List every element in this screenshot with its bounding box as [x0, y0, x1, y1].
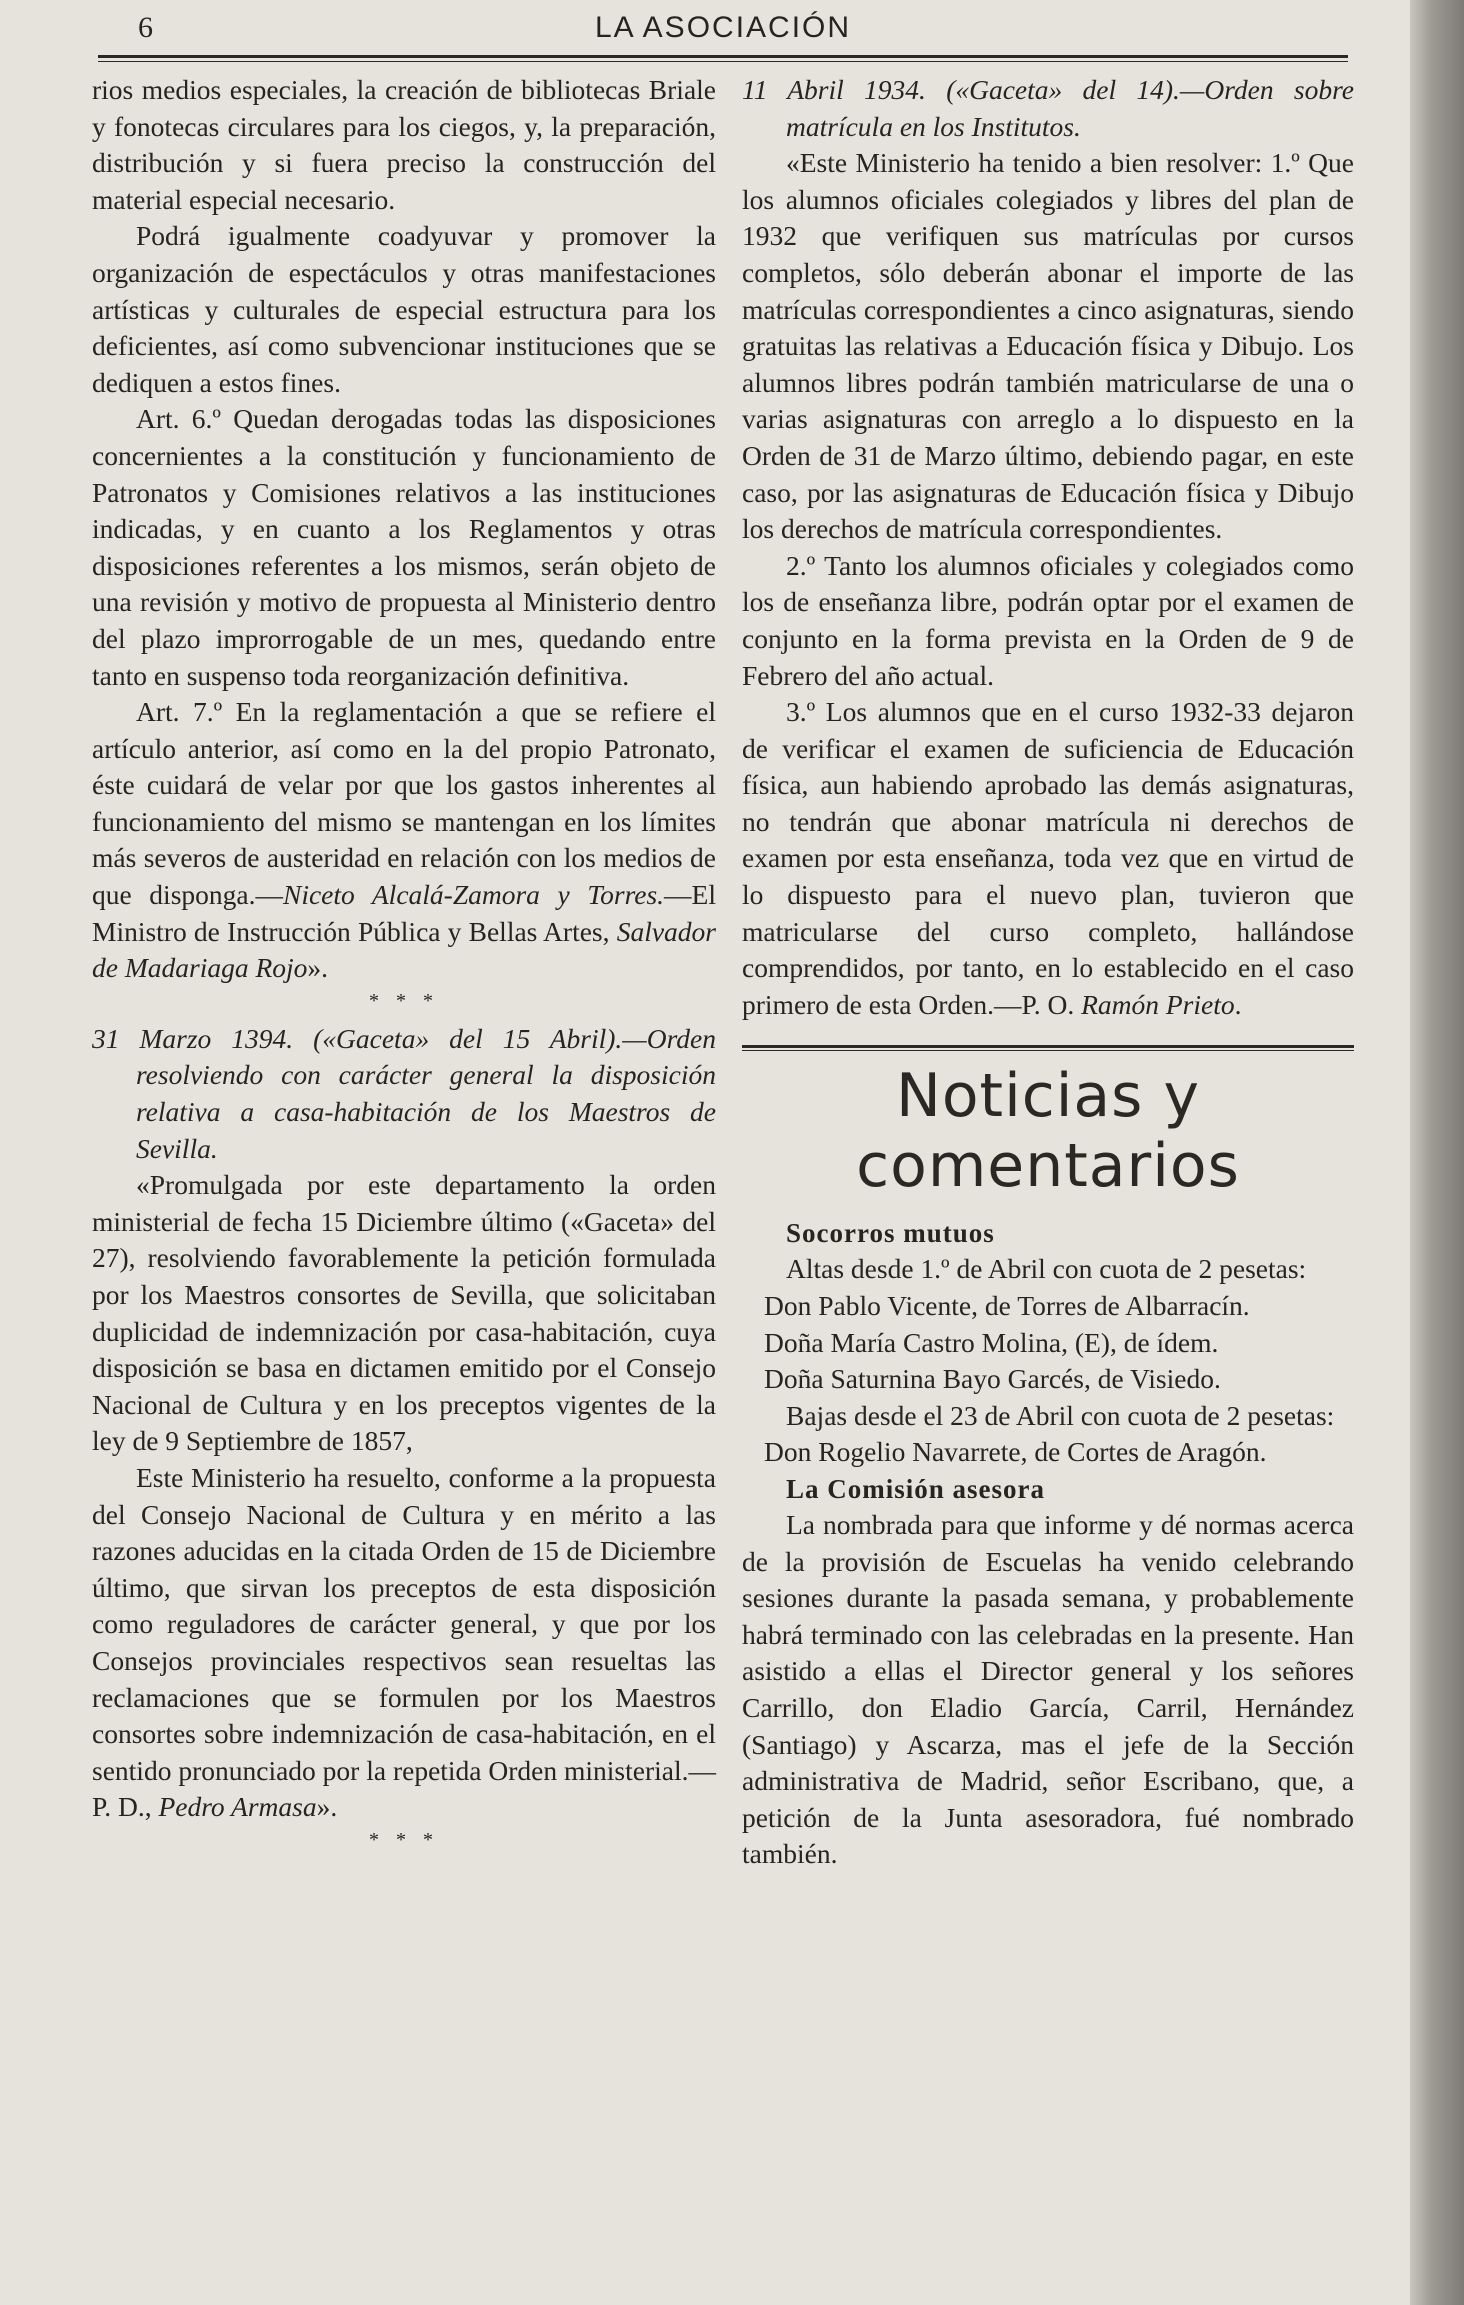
- signature-prieto: Ramón Prieto: [1081, 988, 1235, 1020]
- left-column: [92, 72, 716, 1860]
- comision-text: La nombrada para que informe y dé normas acerca de la provisión de Escuelas ha venido celebrando sesiones durante la pasada semana, y probablemente habrá terminado con las celebradas en la presente. Han asistido a ellas el Director general y los señores Carrillo, don Eladio García, Carril, Hernández (Santiago) y Ascarza, mas el jefe de la Sección administrativa de Madrid, señor Escribano, que, a petición de la Junta asesoradora, fué nombrado también.: [742, 1509, 1354, 1870]
- order-sevilla-paragraph-1: «Promulgada por este departamento la orden ministerial de fecha 15 Diciembre último («Gaceta» del 27), resolviendo favorablemente la petición formulada por los Maestros consortes de Sevilla, que solicitaban duplicidad de indemnización por casa-habitación, cuya disposición se basa en dictamen emitido por el Consejo Nacional de Cultura y en los preceptos vigentes de la ley de 9 Septiembre de 1857,: [92, 1169, 716, 1457]
- altas-list: [742, 1288, 1354, 1398]
- matricula-paragraph-3: [742, 694, 1354, 1023]
- list-item: Don Pablo Vicente, de Torres de Albarracín.: [764, 1290, 1250, 1322]
- right-column: [742, 72, 1354, 1873]
- section-rule: [742, 1045, 1354, 1048]
- order-sevilla-paragraph-2: [92, 1460, 716, 1826]
- section-separator-stars: * * *: [369, 989, 439, 1012]
- order-heading-matricula: 11 Abril 1934. («Gaceta» del 14).—Orden sobre matrícula en los Institutos.: [742, 74, 1354, 142]
- left-paragraph-1: rios medios especiales, la creación de bibliotecas Briale y fonotecas circulares para los ciegos, y, la preparación, distribución y si fuera preciso la construcción del material especial necesario.: [92, 74, 716, 215]
- page-number: 6: [138, 11, 153, 44]
- header-rule: [98, 55, 1348, 58]
- page-header: [98, 6, 1348, 50]
- matricula-paragraph-2: 2.º Tanto los alumnos oficiales y colegiados como los de enseñanza libre, podrán optar por el examen de conjunto en la forma prevista en la Orden de 9 de Febrero del año actual.: [742, 549, 1354, 691]
- section-title: Noticias y comentarios: [856, 1061, 1240, 1202]
- order-sevilla-close: ».: [316, 1791, 338, 1823]
- page-edge: [1410, 0, 1464, 2305]
- article-7-close: ».: [307, 952, 329, 984]
- altas-line: Altas desde 1.º de Abril con cuota de 2 pesetas:: [786, 1253, 1307, 1285]
- section-separator-stars-end: * * *: [369, 1828, 439, 1851]
- article-7-minister: —El Ministro de Instrucción Pública y Bellas Artes,: [92, 879, 716, 947]
- list-item: Doña María Castro Molina, (E), de ídem.: [764, 1326, 1219, 1358]
- matricula-paragraph-1: «Este Ministerio ha tenido a bien resolver: 1.º Que los alumnos oficiales colegiados y libres del plan de 1932 que verifiquen sus matrículas por cursos completos, sólo deberán abonar el importe de las matrículas correspondientes a cinco asignaturas, siendo gratuitas las relativas a Educación física y Dibujo. Los alumnos libres podrán también matricularse de una o varias asignaturas con arreglo a lo dispuesto en la Orden de 31 de Marzo último, debiendo pagar, en este caso, por las asignaturas de Educación física y Dibujo los derechos de matrícula correspondientes.: [742, 147, 1354, 545]
- socorros-heading: Socorros mutuos: [786, 1218, 995, 1249]
- article-7-text: Art. 7.º En la reglamentación a que se refiere el artículo anterior, así como en la del propio Patronato, éste cuidará de velar por que los gastos inherentes al funcionamiento del mismo se mantengan en los límites más severos de austeridad en relación con los medios de que disponga.—: [92, 696, 716, 911]
- matricula-close: .: [1234, 988, 1242, 1020]
- left-paragraph-2: Podrá igualmente coadyuvar y promover la organización de espectáculos y otras manifestaciones artísticas y culturales de especial estructura para los deficientes, así como subvencionar instituciones que se dediquen a estos fines.: [92, 220, 716, 398]
- list-item: Doña Saturnina Bayo Garcés, de Visiedo.: [764, 1363, 1221, 1395]
- signature-madariaga: Salvador de Madariaga Rojo: [92, 915, 716, 984]
- matricula-text: 3.º Los alumnos que en el curso 1932-33 dejaron de verificar el examen de suficiencia de Educación física, aun habiendo aprobado las demás asignaturas, no tendrán que abonar matrícula ni derechos de examen por esta enseñanza, toda vez que en virtud de lo dispuesto para el nuevo plan, tuvieron que matricularse del curso completo, hallándose comprendidos, por tanto, en lo establecido en el caso primero de esta Orden.—P. O.: [742, 696, 1354, 1020]
- bajas-line: Bajas desde el 23 de Abril con cuota de 2 pesetas:: [786, 1399, 1335, 1431]
- comision-heading: La Comisión asesora: [786, 1474, 1046, 1504]
- header-rule-thin: [98, 61, 1348, 62]
- running-title: LA ASOCIACIÓN: [594, 11, 852, 44]
- section-rule-thin: [742, 1050, 1354, 1051]
- order-sevilla-text: Este Ministerio ha resuelto, conforme a la propuesta del Consejo Nacional de Cultura y en mérito a las razones aducidas en la citada Orden de 15 de Diciembre último, que sirvan los preceptos de esta disposición como reguladores de carácter general, y que por los Consejos provinciales respectivos sean resueltas las reclamaciones que se formulen por los Maestros consortes sobre indemnización de casa-habitación, en el sentido pronunciado por la repetida Orden ministerial.—P. D.,: [92, 1461, 716, 1823]
- order-heading-sevilla: 31 Marzo 1394. («Gaceta» del 15 Abril).—Orden resolviendo con carácter general la disposición relativa a casa-habitación de los Maestros de Sevilla.: [92, 1022, 716, 1164]
- bajas-list: [742, 1434, 1354, 1471]
- signature-alcala-zamora: Niceto Alcalá-Zamora y Torres.: [282, 879, 665, 911]
- article-6: Art. 6.º Quedan derogadas todas las disposiciones concernientes a la constitución y funcionamiento de Patronatos y Comisiones relativos a las instituciones indicadas, y en cuanto a los Reglamentos y otras disposiciones referentes a los mismos, serán objeto de una revisión y motivo de propuesta al Ministerio dentro del plazo improrrogable de un mes, quedando entre tanto en suspenso toda reorganización definitiva.: [92, 403, 716, 691]
- signature-armasa: Pedro Armasa: [158, 1791, 317, 1823]
- list-item: Don Rogelio Navarrete, de Cortes de Aragón.: [764, 1436, 1267, 1468]
- article-7: [92, 694, 716, 987]
